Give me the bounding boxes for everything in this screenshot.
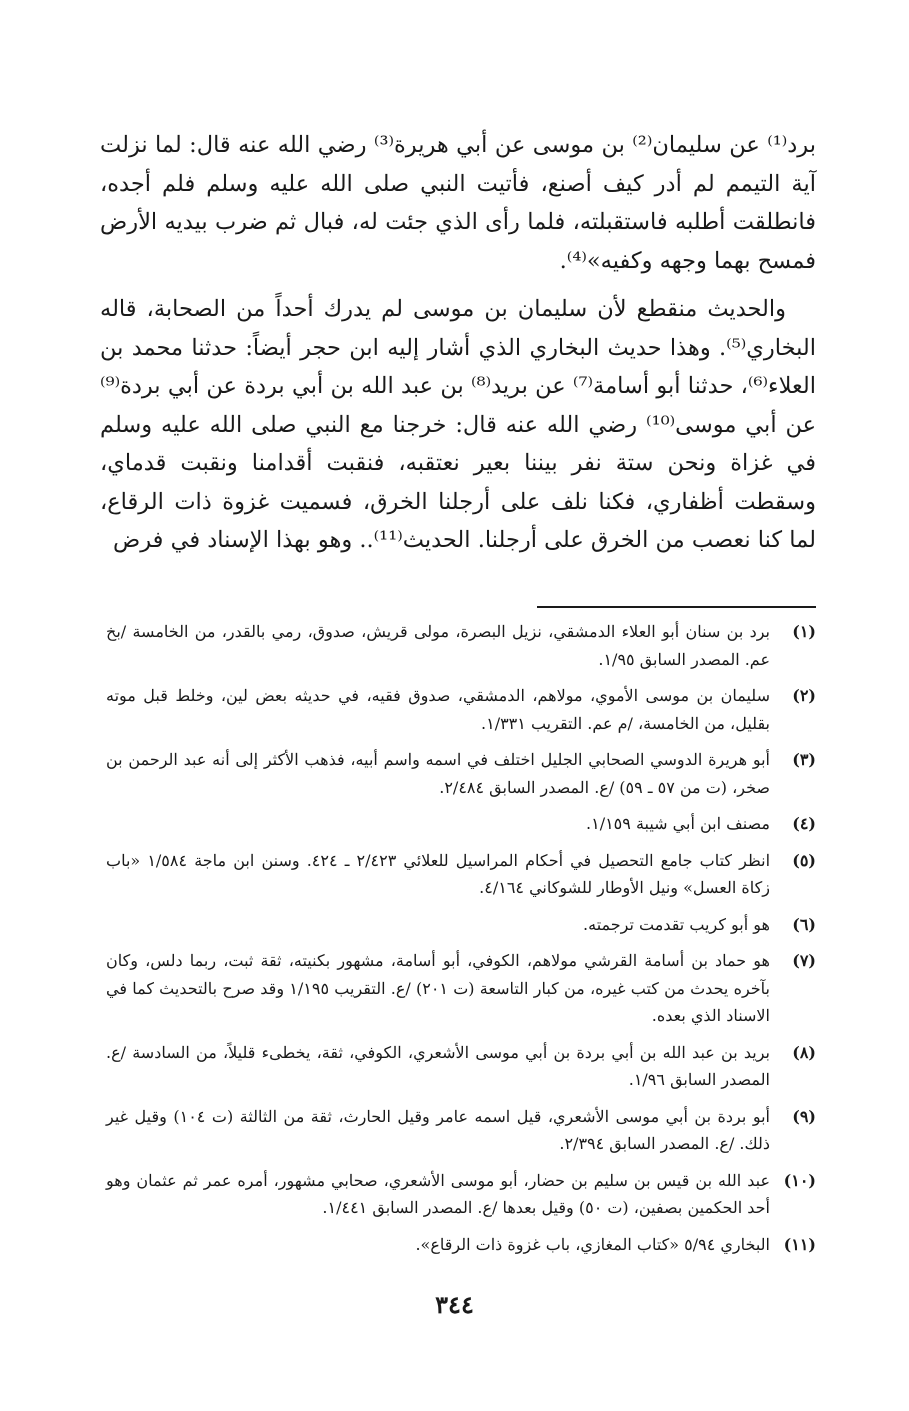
footnote-text: برد بن سنان أبو العلاء الدمشقي، نزيل البصرة، مولى قريش، صدوق، رمي بالقدر، من الخامسة /بخ عم. المصدر السابق ١/٩٥. [106, 622, 771, 669]
footnote-number: (١٠) [783, 1170, 816, 1190]
footnote-text: انظر كتاب جامع التحصيل في أحكام المراسيل للعلائي ٢/٤٢٣ ـ ٤٢٤. وسنن ابن ماجة ١/٥٨٤ «باب زكاة العسل» ونيل الأوطار للشوكاني ٤/١٦٤. [106, 850, 771, 897]
footnote-separator [537, 606, 816, 608]
footnote-3 [106, 746, 816, 801]
footnote-number: (٦) [792, 914, 816, 934]
footnote-text: عبد الله بن قيس بن سليم بن حضار، أبو موسى الأشعري، صحابي مشهور، أمره عمر ثم عثمان وهو أحد الحكمين بصفين، (ت ٥٠) وقيل بعدها /ع. المصدر السابق ١/٤٤١. [106, 1170, 771, 1217]
footnote-number: (٢) [792, 686, 816, 705]
footnote-number: (٧) [792, 951, 816, 970]
footnote-9 [106, 1103, 816, 1158]
footnote-number: (٩) [792, 1106, 816, 1126]
footnote-10 [106, 1167, 816, 1222]
paragraph-2: والحديث منقطع لأن سليمان بن موسى لم يدرك أحداً من الصحابة، قاله البخاري⁽⁵⁾. وهذا حديث البخاري الذي أشار إليه ابن حجر أيضاً: حدثنا محمد بن العلاء⁽⁶⁾، حدثنا أبو أسامة⁽⁷⁾ عن بريد⁽⁸⁾ بن عبد الله بن أبي بردة عن أبي بردة⁽⁹⁾ عن أبي موسى⁽¹⁰⁾ رضي الله عنه قال: خرجنا مع النبي صلى الله عليه وسلم في غزاة ونحن ستة نفر بيننا بعير نعتقبه، فنقبت أقدامنا ونقبت قدماي، وسقطت أظفاري، فكنا نلف على أرجلنا الخرق، فسميت غزوة ذات الرقاع، لما كنا نعصب من الخرق على أرجلنا. الحديث⁽¹¹⁾.. وهو بهذا الإسناد في فرض [100, 296, 817, 553]
footnote-number: (٣) [792, 750, 816, 769]
footnote-text: بريد بن عبد الله بن أبي بردة بن أبي موسى الأشعري، الكوفي، ثقة، يخطىء قليلاً، من السادسة /ع. المصدر السابق ١/٩٦. [106, 1042, 771, 1089]
footnotes [106, 618, 816, 1267]
footnote-text: أبو بردة بن أبي موسى الأشعري، قيل اسمه عامر وقيل الحارث، ثقة من الثالثة (ت ١٠٤) وقيل غير ذلك. /ع. المصدر السابق ٢/٣٩٤. [106, 1106, 770, 1153]
footnote-text: البخاري ٥/٩٤ «كتاب المغازي، باب غزوة ذات الرقاع». [415, 1234, 770, 1254]
footnote-2 [106, 682, 816, 737]
footnote-number: (١١) [783, 1234, 816, 1254]
main-text [100, 126, 816, 560]
footnote-text: هو حماد بن أسامة القرشي مولاهم، الكوفي، أبو أسامة، مشهور بكنيته، ثقة ثبت، ربما دلس، وكان بآخره يحدث من كتب غيره، من كبار التاسعة (ت ٢٠١) /ع. التقريب ١/١٩٥ وقد صرح بالتحديث كما في الاسناد الذي بعده. [106, 951, 771, 1025]
footnote-5 [106, 847, 816, 902]
footnote-1 [106, 618, 816, 673]
footnote-number: (١) [792, 622, 816, 641]
page-number: ٣٤٤ [435, 1290, 474, 1319]
footnote-text: مصنف ابن أبي شيبة ١/١٥٩. [586, 814, 770, 833]
footnote-number: (٥) [792, 850, 816, 870]
footnote-text: هو أبو كريب تقدمت ترجمته. [583, 914, 770, 934]
footnote-4 [106, 810, 816, 838]
footnote-6 [106, 911, 816, 939]
footnote-text: أبو هريرة الدوسي الصحابي الجليل اختلف في اسمه واسم أبيه، فذهب الأكثر إلى أنه عبد الرحمن بن صخر، (ت من ٥٧ ـ ٥٩) /ع. المصدر السابق ٢/٤٨٤. [106, 750, 770, 797]
footnote-11 [106, 1231, 816, 1259]
footnote-number: (٤) [792, 814, 816, 833]
footnote-number: (٨) [792, 1042, 816, 1062]
footnote-7 [106, 947, 816, 1030]
footnote-text: سليمان بن موسى الأموي، مولاهم، الدمشقي، صدوق فقيه، في حديثه بعض لين، وخلط قبل موته بقليل، من الخامسة، /م عم. التقريب ١/٣٣١. [106, 686, 770, 733]
paragraph-1: برد⁽¹⁾ عن سليمان⁽²⁾ بن موسى عن أبي هريرة⁽³⁾ رضي الله عنه قال: لما نزلت آية التيمم لم أدر كيف أصنع، فأتيت النبي صلى الله عليه وسلم فلم أجده، فانطلقت أطلبه فاستقبلته، فلما رأى الذي جئت له، فبال ثم ضرب بيديه الأرض فمسح بهما وجهه وكفيه»⁽⁴⁾. [100, 132, 816, 274]
footnote-8 [106, 1039, 816, 1094]
